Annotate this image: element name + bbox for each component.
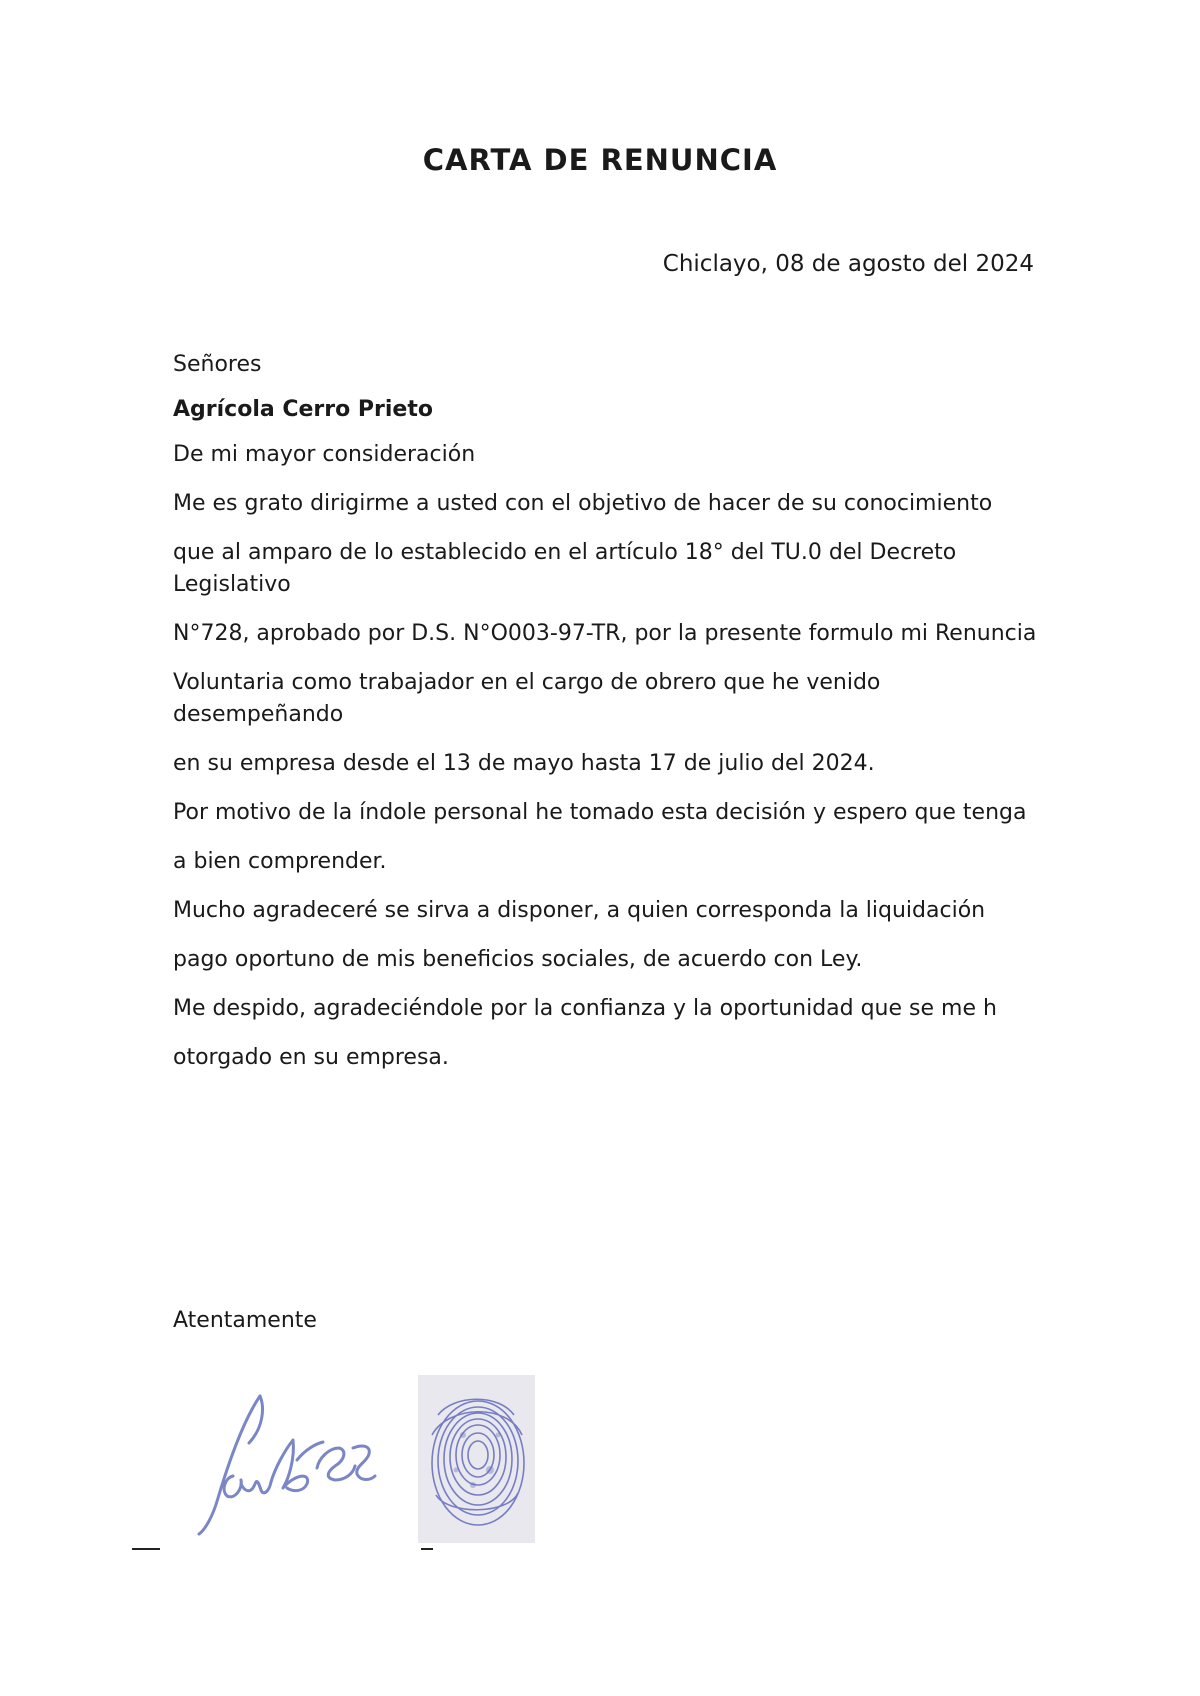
greeting: De mi mayor consideración (173, 442, 476, 467)
paragraph: otorgado en su empresa. (173, 1045, 449, 1070)
letter-title: CARTA DE RENUNCIA (422, 143, 778, 177)
place-date: Chiclayo, 08 de agosto del 2024 (662, 251, 1034, 277)
handwritten-signature (185, 1388, 385, 1538)
paragraph: Voluntaria como trabajador en el cargo de obrero que he venido desempeñando (173, 670, 881, 727)
letter-body (173, 349, 1043, 1091)
company-name: Agrícola Cerro Prieto (173, 397, 433, 422)
paragraph: Me es grato dirigirme a usted con el objetivo de hacer de su conocimiento (173, 491, 993, 516)
paragraph: que al amparo de lo establecido en el artículo 18° del TU.0 del Decreto Legislativo (173, 540, 957, 597)
closing: Atentamente (173, 1308, 317, 1333)
signature-line (132, 1548, 160, 1550)
fingerprint-icon (418, 1375, 535, 1543)
paragraph: Mucho agradeceré se sirva a disponer, a quien corresponda la liquidación (173, 898, 986, 923)
paragraph: pago oportuno de mis beneficios sociales, de acuerdo con Ley. (173, 947, 863, 972)
fingerprint-line (421, 1548, 433, 1550)
paragraph: Por motivo de la índole personal he tomado esta decisión y espero que tenga (173, 800, 1027, 825)
salutation: Señores (173, 352, 262, 377)
paragraph: N°728, aprobado por D.S. N°O003-97-TR, por la presente formulo mi Renuncia (173, 621, 1037, 646)
paragraph: a bien comprender. (173, 849, 387, 874)
paragraph: Me despido, agradeciéndole por la confianza y la oportunidad que se me h (173, 996, 997, 1021)
paragraph: en su empresa desde el 13 de mayo hasta 17 de julio del 2024. (173, 751, 875, 776)
